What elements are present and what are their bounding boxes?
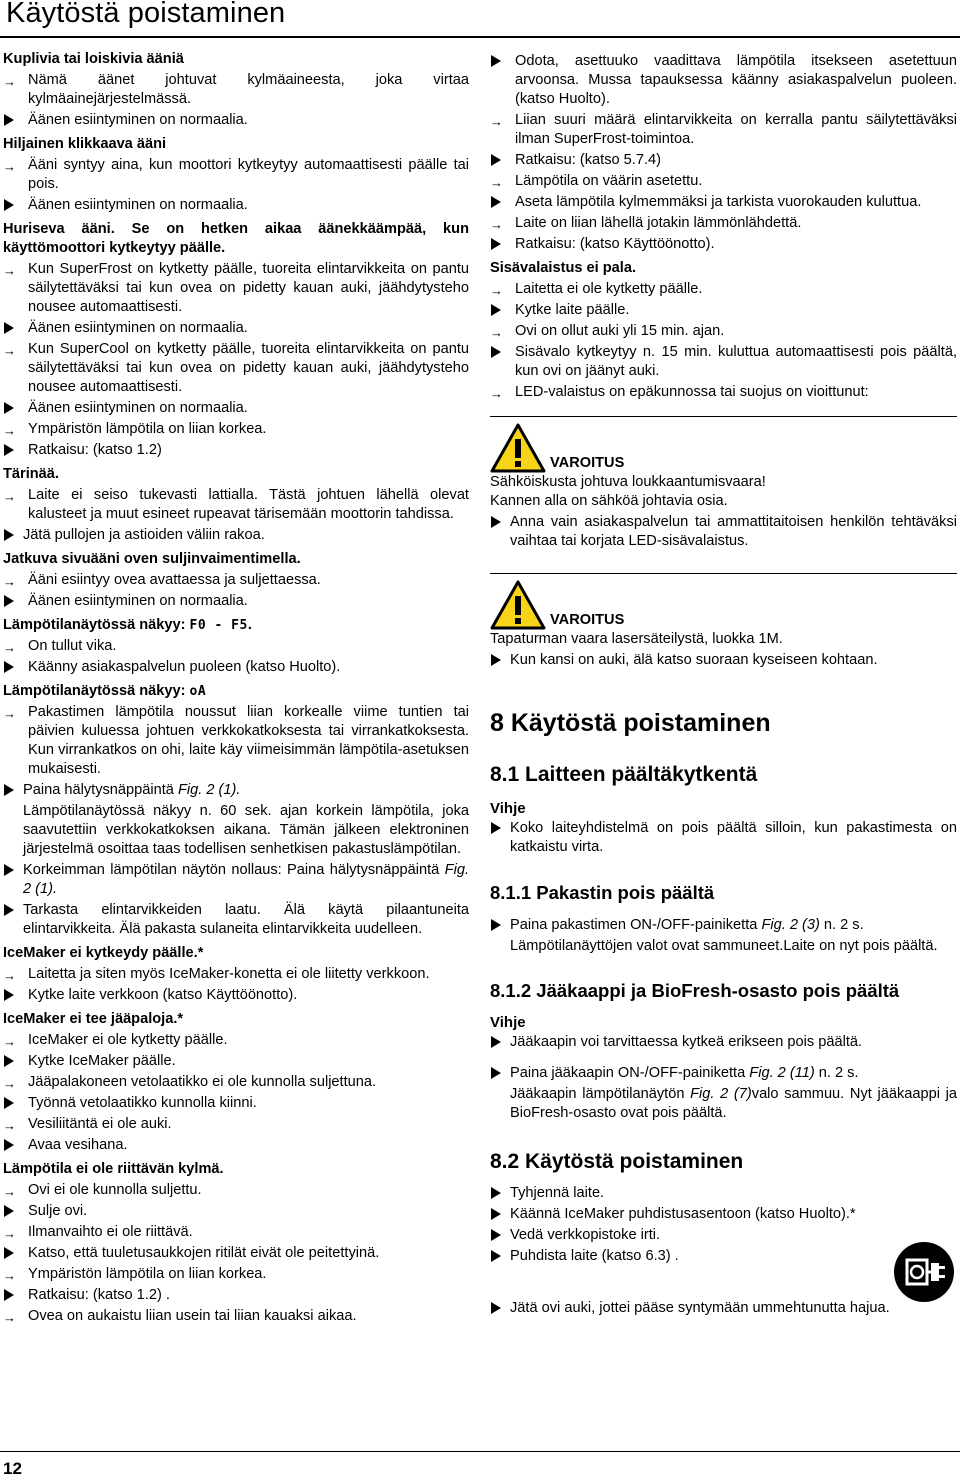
display-code: oA xyxy=(189,684,207,699)
action-triangle-icon xyxy=(4,784,14,796)
action-triangle-icon xyxy=(4,864,14,876)
action-triangle-icon xyxy=(491,1229,501,1241)
cause-arrow-icon: → xyxy=(3,1310,16,1325)
action-triangle-icon xyxy=(4,199,14,211)
action-triangle-icon xyxy=(4,1097,14,1109)
note-item: Koko laiteyhdistelmä on pois päältä silloin, kun pakastimesta on katkaistu virta. xyxy=(490,819,957,857)
cause-item: → Ilmanvaihto ei ole riittävä. xyxy=(3,1224,193,1241)
issue-heading: Tärinää. xyxy=(3,466,59,482)
section-8-1-heading: 8.1 Laitteen päältäkytkentä xyxy=(490,763,758,786)
issue-heading: Hiljainen klikkaava ääni xyxy=(3,136,167,152)
action-item: Sulje ovi. xyxy=(3,1202,469,1221)
cause-item: → Ovi on ollut auki yli 15 min. ajan. xyxy=(490,323,725,340)
cause-item: → Ovea on aukaistu liian usein tai liian kauaksi aikaa. xyxy=(3,1308,357,1325)
action-item: Ratkaisu: (katso 1.2) . xyxy=(3,1286,469,1305)
action-item: Odota, asettuuko vaadittava lämpötila itsekseen asetettuun arvoonsa. Mussa tapauksessa käänny asiakaspalvelun puoleen. (katso Huolto). xyxy=(490,52,957,109)
issue-heading: IceMaker ei tee jääpaloja.* xyxy=(3,1011,184,1027)
cause-item: → Nämä äänet johtuvat kylmäaineesta, joka virtaa kylmäainejärjestelmässä. xyxy=(3,72,469,107)
cause-item: → Lämpötila on väärin asetettu. xyxy=(490,173,703,190)
action-item: Paina hälytysnäppäintä Fig. 2 (1). xyxy=(3,781,469,800)
action-triangle-icon xyxy=(491,196,501,208)
action-item: Puhdista laite (katso 6.3) . xyxy=(490,1247,957,1266)
action-triangle-icon xyxy=(4,989,14,1001)
cause-item: → Pakastimen lämpötila noussut liian korkealle viime tuntien tai päivien kuluessa johtuen verkkokatkoksesta tai virrankatkoksesta. Kun virrankatkos on ohi, laite käy viimeisimmän lämpötila-asetuksen mukaisesti. xyxy=(3,704,469,777)
warning-action: Kun kansi on auki, älä katso suoraan kyseiseen kohtaan. xyxy=(490,651,957,670)
cause-arrow-icon: → xyxy=(3,489,16,504)
cause-item: → Jääpalakoneen vetolaatikko ei ole kunnolla suljettuna. xyxy=(3,1074,377,1091)
cause-arrow-icon: → xyxy=(3,1076,16,1091)
action-item: Työnnä vetolaatikko kunnolla kiinni. xyxy=(3,1094,469,1113)
cause-arrow-icon: → xyxy=(490,217,503,232)
note-item: Jääkaapin voi tarvittaessa kytkeä erikseen pois päältä. xyxy=(490,1033,957,1052)
action-triangle-icon xyxy=(491,1187,501,1199)
header-rule xyxy=(0,36,960,38)
action-triangle-icon xyxy=(4,444,14,456)
warning-laser xyxy=(490,573,957,670)
action-item: Jätä ovi auki, jottei pääse syntymään ummehtunutta hajua. xyxy=(490,1299,957,1318)
action-item: Tarkasta elintarvikkeiden laatu. Älä käytä pilaantuneita elintarvikkeita. Älä pakasta sulaneita elintarvikkeita uudelleen. xyxy=(3,901,469,939)
action-item: Äänen esiintyminen on normaalia. xyxy=(3,399,469,418)
issue-heading: IceMaker ei kytkeydy päälle.* xyxy=(3,945,204,961)
action-triangle-icon xyxy=(4,114,14,126)
action-triangle-icon xyxy=(491,55,501,67)
warning-label: VAROITUS xyxy=(550,612,625,628)
cause-arrow-icon: → xyxy=(490,175,503,190)
action-triangle-icon xyxy=(491,516,501,528)
issue-heading: Sisävalaistus ei pala. xyxy=(490,260,637,276)
action-triangle-icon xyxy=(4,1139,14,1151)
cause-arrow-icon: → xyxy=(3,263,16,278)
warning-text: Kannen alla on sähköä johtavia osia. xyxy=(490,493,728,509)
cause-arrow-icon: → xyxy=(490,283,503,298)
action-triangle-icon xyxy=(491,822,501,834)
action-item: Vedä verkkopistoke irti. xyxy=(490,1226,957,1245)
section-8-1-2-heading: 8.1.2 Jääkaappi ja BioFresh-osasto pois päältä xyxy=(490,980,900,1001)
action-item: Jätä pullojen ja astioiden väliin rakoa. xyxy=(3,526,469,545)
action-item: Tyhjennä laite. xyxy=(490,1184,957,1203)
action-triangle-icon xyxy=(491,1302,501,1314)
cause-arrow-icon: → xyxy=(490,386,503,401)
cause-arrow-icon: → xyxy=(3,1034,16,1049)
section-8-2-heading: 8.2 Käytöstä poistaminen xyxy=(490,1150,744,1173)
cause-item: → Ääni esiintyy ovea avattaessa ja suljettaessa. xyxy=(3,572,321,589)
cause-arrow-icon: → xyxy=(3,1268,16,1283)
action-triangle-icon xyxy=(491,1250,501,1262)
cause-arrow-icon: → xyxy=(3,574,16,589)
action-item: Avaa vesihana. xyxy=(3,1136,469,1155)
section-8-1-1-heading: 8.1.1 Pakastin pois päältä xyxy=(490,882,715,903)
cause-arrow-icon: → xyxy=(3,1118,16,1133)
action-item: Äänen esiintyminen on normaalia. xyxy=(3,196,469,215)
action-item: Ratkaisu: (katso 5.7.4) xyxy=(490,151,957,170)
warning-text: Sähköiskusta johtuva loukkaantumisvaara! xyxy=(490,474,766,490)
action-item: Aseta lämpötila kylmemmäksi ja tarkista vuorokauden kuluttua. xyxy=(490,193,957,212)
cause-item: → Liian suuri määrä elintarvikkeita on kerralla pantu säilytettäväksi ilman SuperFrost-toimintoa. xyxy=(490,112,957,147)
right-column xyxy=(490,50,957,1318)
cause-arrow-icon: → xyxy=(3,343,16,358)
page-title: Käytöstä poistaminen xyxy=(6,0,286,29)
action-triangle-icon xyxy=(4,402,14,414)
issue-heading: Huriseva ääni. Se on hetken aikaa äänekkäämpää, kun käyttömoottori kytkeytyy päälle. xyxy=(3,221,469,256)
cause-item: → Kun SuperFrost on kytketty päälle, tuoreita elintarvikkeita on pantu säilytettäväksi tai kun ovea on pidetty kauan auki, jäähdytysteho nousee automaattisesti. xyxy=(3,261,469,315)
action-item: Ratkaisu: (katso 1.2) xyxy=(3,441,469,460)
issue-heading: Jatkuva sivuääni oven suljinvaimentimella. xyxy=(3,551,301,567)
decommission-steps xyxy=(490,1184,957,1318)
action-triangle-icon xyxy=(4,1247,14,1259)
action-item: Sisävalo kytkeytyy n. 15 min. kuluttua automaattisesti pois päältä, kun ovi on jäänyt auki. xyxy=(490,343,957,381)
action-triangle-icon xyxy=(4,1055,14,1067)
result-item: Jääkaapin lämpötilanäytön Fig. 2 (7)valo sammuu. Nyt jääkaappi ja BioFresh-osasto ovat pois päältä. xyxy=(490,1085,957,1123)
action-triangle-icon xyxy=(491,304,501,316)
warning-action: Anna vain asiakaspalvelun tai ammattitaitoisen henkilön tehtäväksi vaihtaa tai korjata LED-sisävalaistus. xyxy=(490,513,957,551)
cause-item: → Laite on liian lähellä jotakin lämmönlähdettä. xyxy=(490,215,802,232)
action-triangle-icon xyxy=(4,322,14,334)
issue-heading: Lämpötilanäytössä näkyy: oA xyxy=(3,683,207,699)
cause-item: → Ovi ei ole kunnolla suljettu. xyxy=(3,1182,202,1199)
cause-arrow-icon: → xyxy=(3,1184,16,1199)
warning-electric xyxy=(490,416,957,551)
cause-item: → LED-valaistus on epäkunnossa tai suojus on vioittunut: xyxy=(490,384,869,401)
action-item: Käännä IceMaker puhdistusasentoon (katso Huolto).* xyxy=(490,1205,957,1224)
unplug-icon xyxy=(893,1241,955,1303)
action-item: Kytke IceMaker päälle. xyxy=(3,1052,469,1071)
action-triangle-icon xyxy=(491,346,501,358)
cause-item: → Laite ei seiso tukevasti lattialla. Tästä johtuen lähellä olevat kalusteet ja muut esineet rupeavat tärisemään moottorin tahdissa. xyxy=(3,487,469,522)
warning-triangle-icon xyxy=(490,423,546,473)
action-item: Äänen esiintyminen on normaalia. xyxy=(3,319,469,338)
action-triangle-icon xyxy=(4,661,14,673)
action-triangle-icon xyxy=(4,529,14,541)
action-item: Äänen esiintyminen on normaalia. xyxy=(3,111,469,130)
issue-heading: Lämpötilanäytössä näkyy: F0 - F5. xyxy=(3,617,252,633)
cause-item: → Laitetta ei ole kytketty päälle. xyxy=(490,281,703,298)
footer-rule xyxy=(0,1451,960,1452)
action-item: Käänny asiakaspalvelun puoleen (katso Huolto). xyxy=(3,658,469,677)
cause-arrow-icon: → xyxy=(3,968,16,983)
cause-arrow-icon: → xyxy=(490,114,503,129)
display-code: F0 - F5 xyxy=(189,618,248,633)
warning-label: VAROITUS xyxy=(550,455,625,471)
action-triangle-icon xyxy=(491,654,501,666)
action-triangle-icon xyxy=(4,1289,14,1301)
action-triangle-icon xyxy=(4,1205,14,1217)
action-triangle-icon xyxy=(491,154,501,166)
result-item: Lämpötilanäytössä näkyy n. 60 sek. ajan korkein lämpötila, joka saavutettiin verkkokatkoksen aikana. Tämän jälkeen elektroninen järjestelmä osoittaa taas todellisen senhetkisen pakastuslämpötilan. xyxy=(3,802,469,859)
action-item: Kytke laite päälle. xyxy=(490,301,957,320)
action-triangle-icon xyxy=(4,595,14,607)
warning-text: Tapaturman vaara lasersäteilystä, luokka 1M. xyxy=(490,631,783,647)
cause-item: → Vesiliitäntä ei ole auki. xyxy=(3,1116,172,1133)
cause-arrow-icon: → xyxy=(3,640,16,655)
action-triangle-icon xyxy=(491,1036,501,1048)
section-8-heading: 8 Käytöstä poistaminen xyxy=(490,709,771,737)
action-item: Paina jääkaapin ON-/OFF-painiketta Fig. 2 (11) n. 2 s. xyxy=(490,1064,957,1083)
action-triangle-icon xyxy=(4,904,14,916)
cause-item: → Ympäristön lämpötila on liian korkea. xyxy=(3,1266,267,1283)
action-item: Kytke laite verkkoon (katso Käyttöönotto). xyxy=(3,986,469,1005)
action-triangle-icon xyxy=(491,1208,501,1220)
page-number: 12 xyxy=(3,1459,22,1478)
cause-arrow-icon: → xyxy=(3,1226,16,1241)
warning-triangle-icon xyxy=(490,580,546,630)
action-triangle-icon xyxy=(491,238,501,250)
cause-item: → Ääni syntyy aina, kun moottori kytkeytyy automaattisesti päälle tai pois. xyxy=(3,157,469,192)
note-label: Vihje xyxy=(490,1014,526,1031)
cause-item: → Laitetta ja siten myös IceMaker-konetta ei ole liitetty verkkoon. xyxy=(3,966,430,983)
issue-heading: Lämpötila ei ole riittävän kylmä. xyxy=(3,1161,224,1177)
action-item: Äänen esiintyminen on normaalia. xyxy=(3,592,469,611)
action-item: Korkeimman lämpötilan näytön nollaus: Paina hälytysnäppäintä Fig. 2 (1). xyxy=(3,861,469,899)
action-item: Katso, että tuuletusaukkojen ritilät eivät ole peitettyinä. xyxy=(3,1244,469,1263)
cause-arrow-icon: → xyxy=(3,423,16,438)
action-item: Ratkaisu: (katso Käyttöönotto). xyxy=(490,235,957,254)
cause-arrow-icon: → xyxy=(3,74,16,89)
note-label: Vihje xyxy=(490,800,526,817)
cause-arrow-icon: → xyxy=(3,159,16,174)
cause-item: → IceMaker ei ole kytketty päälle. xyxy=(3,1032,228,1049)
action-triangle-icon xyxy=(491,919,501,931)
cause-item: → On tullut vika. xyxy=(3,638,117,655)
cause-item: → Kun SuperCool on kytketty päälle, tuoreita elintarvikkeita on pantu säilytettäväksi tai kun ovea on pidetty kauan auki, jäähdytysteho nousee automaattisesti. xyxy=(3,341,469,395)
action-triangle-icon xyxy=(491,1067,501,1079)
cause-item: → Ympäristön lämpötila on liian korkea. xyxy=(3,421,267,438)
issue-heading: Kuplivia tai loiskivia ääniä xyxy=(3,51,184,67)
troubleshooting-continued xyxy=(490,52,957,402)
cause-arrow-icon: → xyxy=(490,325,503,340)
action-item: Paina pakastimen ON-/OFF-painiketta Fig. 2 (3) n. 2 s. xyxy=(490,916,957,935)
result-item: Lämpötilanäyttöjen valot ovat sammuneet.Laite on nyt pois päältä. xyxy=(490,937,957,956)
cause-arrow-icon: → xyxy=(3,706,16,721)
left-column xyxy=(3,50,469,1326)
